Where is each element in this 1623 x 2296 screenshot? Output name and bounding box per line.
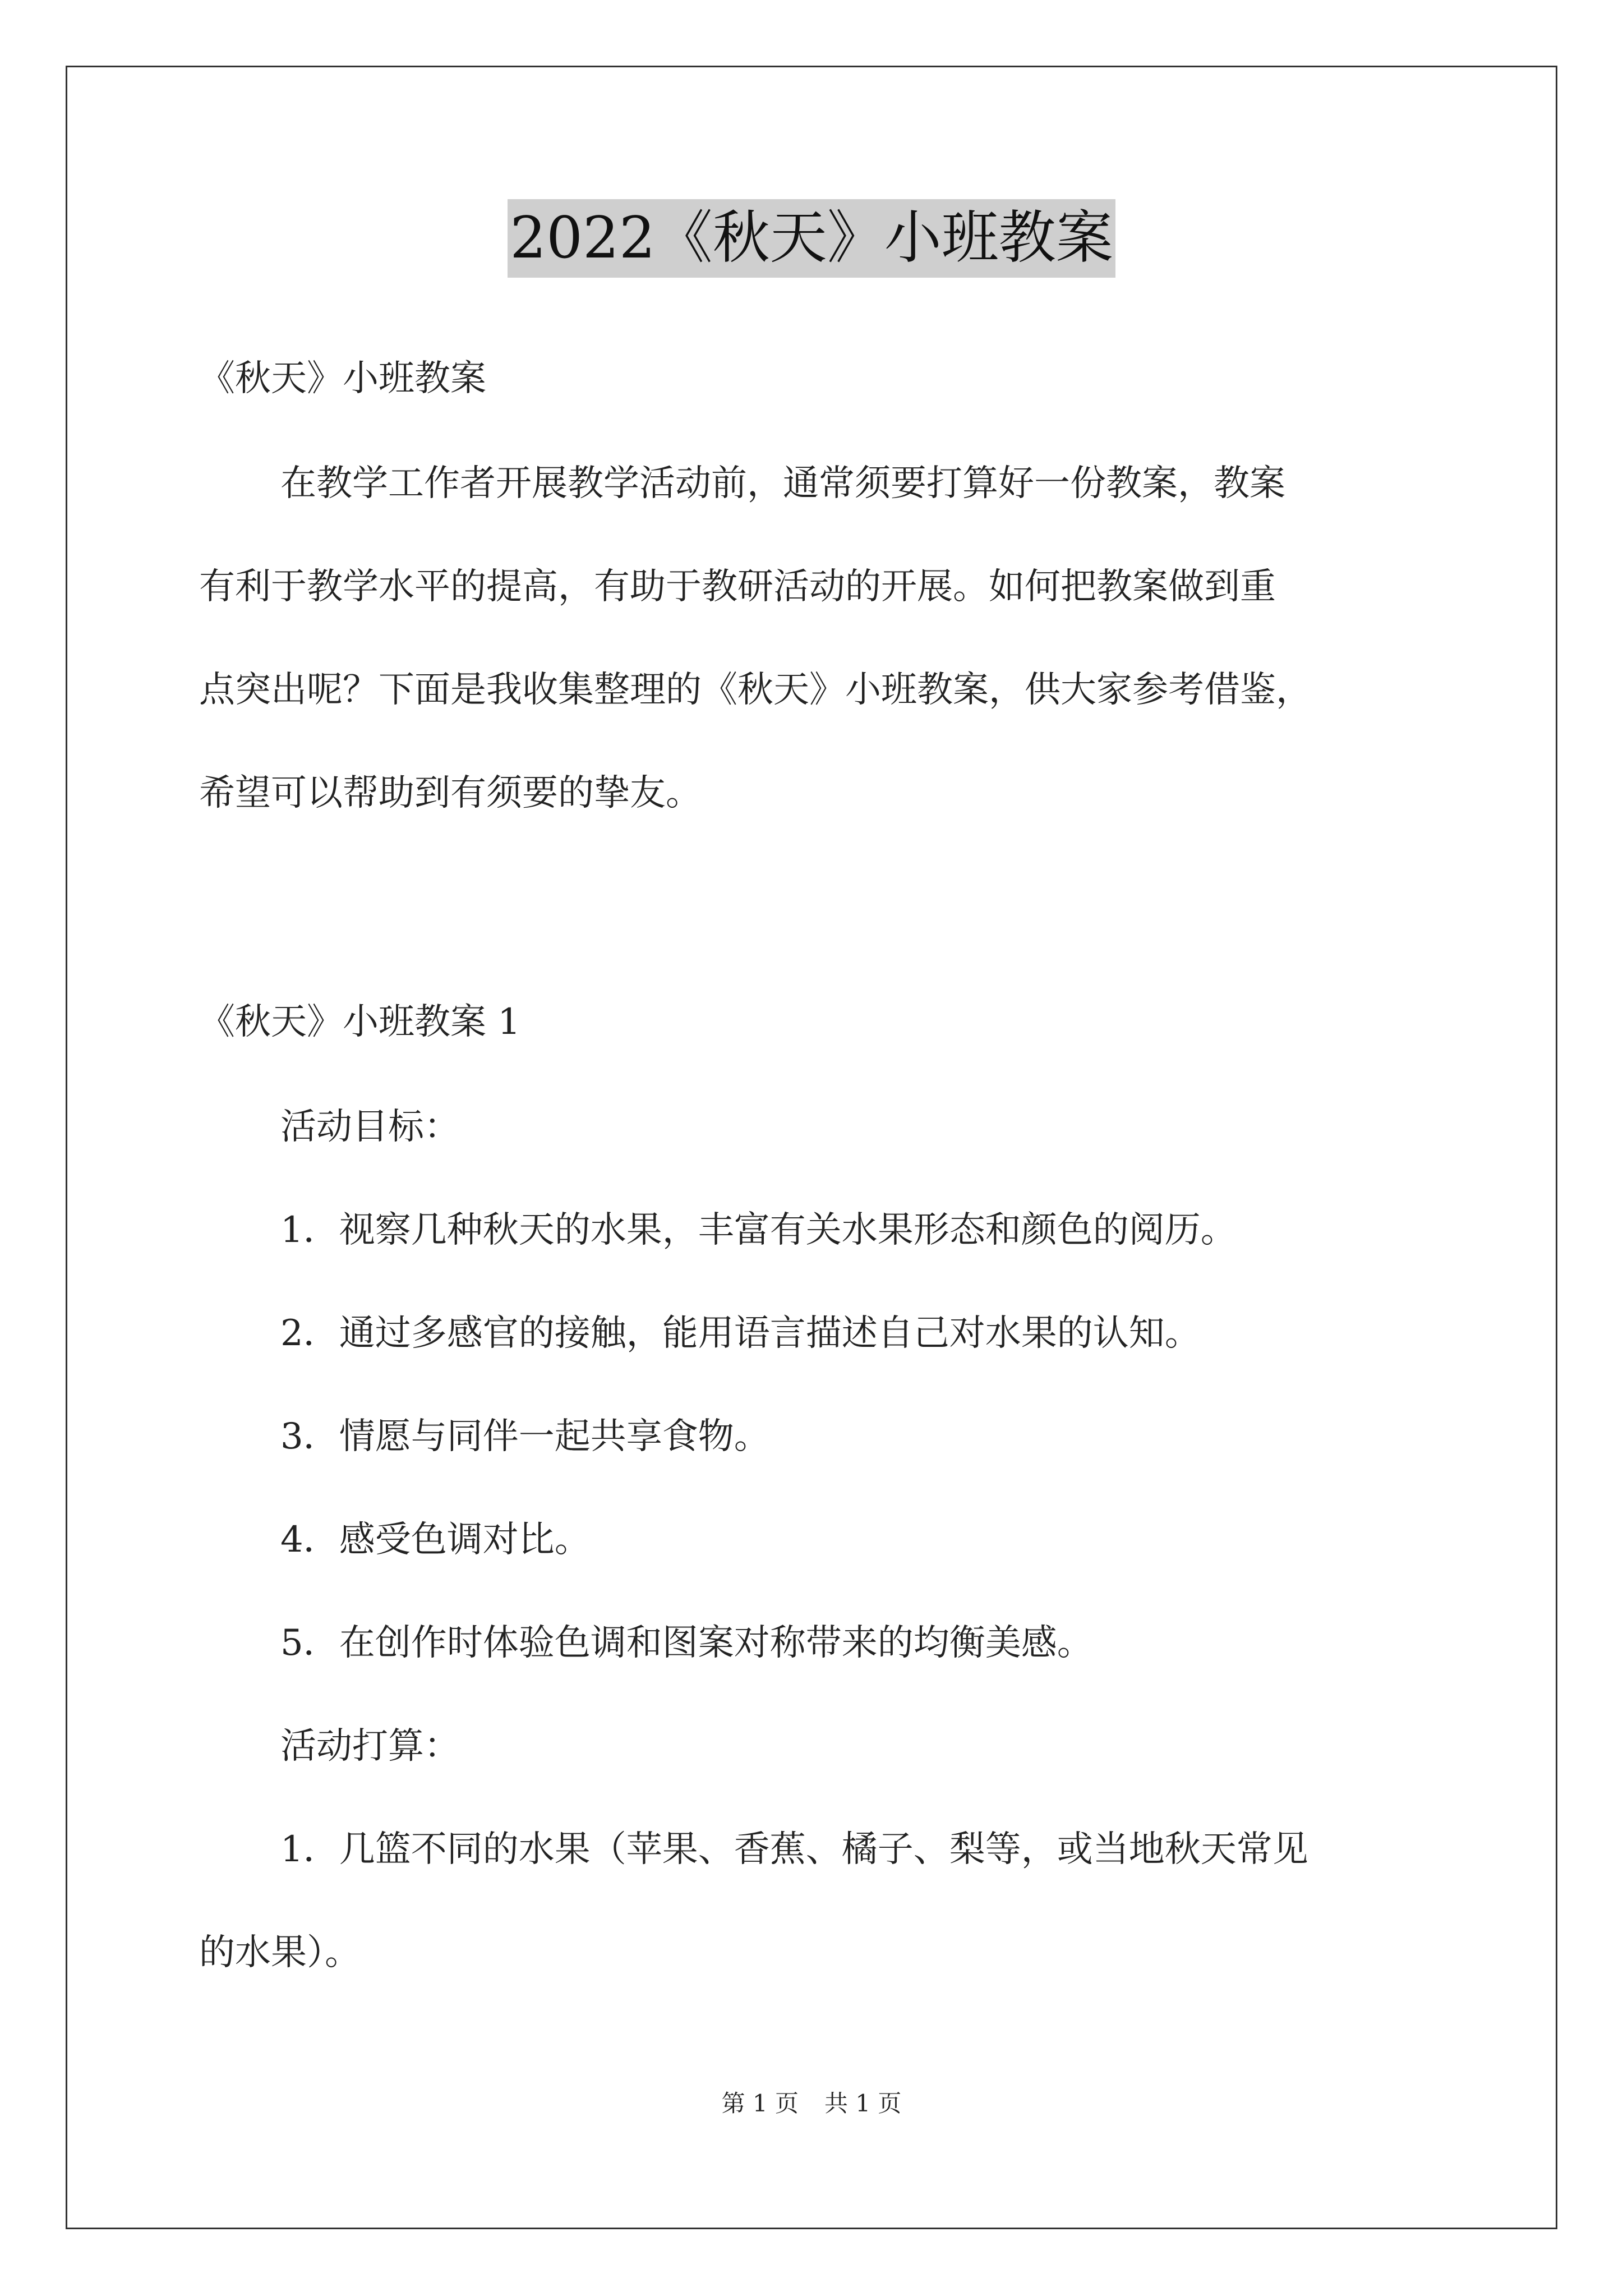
- goal-item-5: 5．在创作时体验色调和图案对称带来的均衡美感。: [280, 1622, 1093, 1664]
- goal-item-1: 1．视察几种秋天的水果，丰富有关水果形态和颜色的阅历。: [280, 1209, 1237, 1251]
- prep-line-2: 的水果）。: [199, 1932, 361, 1973]
- prep-heading: 活动打算：: [280, 1726, 460, 1767]
- subtitle: 《秋天》小班教案: [199, 358, 486, 399]
- prep-line-1: 1．几篮不同的水果（苹果、香蕉、橘子、梨等，或当地秋天常见: [280, 1829, 1308, 1870]
- intro-line-1: 在教学工作者开展教学活动前，通常须要打算好一份教案，教案: [280, 463, 1285, 504]
- intro-line-4: 希望可以帮助到有须要的挚友。: [199, 772, 702, 814]
- document-title: 2022《秋天》小班教案: [508, 199, 1115, 278]
- title-container: [0, 199, 1623, 278]
- page-number: 第 1 页: [721, 2090, 799, 2117]
- goal-item-3: 3．情愿与同伴一起共享食物。: [280, 1416, 770, 1457]
- goal-item-4: 4．感受色调对比。: [280, 1519, 591, 1561]
- page-footer: [0, 2087, 1623, 2120]
- intro-line-2: 有利于教学水平的提高，有助于教研活动的开展。如何把教案做到重: [199, 566, 1276, 608]
- goal-item-2: 2．通过多感官的接触，能用语言描述自己对水果的认知。: [280, 1313, 1201, 1354]
- page-total: 共 1 页: [824, 2090, 902, 2117]
- intro-line-3: 点突出呢？下面是我收集整理的《秋天》小班教案，供大家参考借鉴，: [199, 669, 1312, 711]
- section-heading: 《秋天》小班教案 1: [199, 1001, 521, 1043]
- goals-heading: 活动目标：: [280, 1106, 460, 1148]
